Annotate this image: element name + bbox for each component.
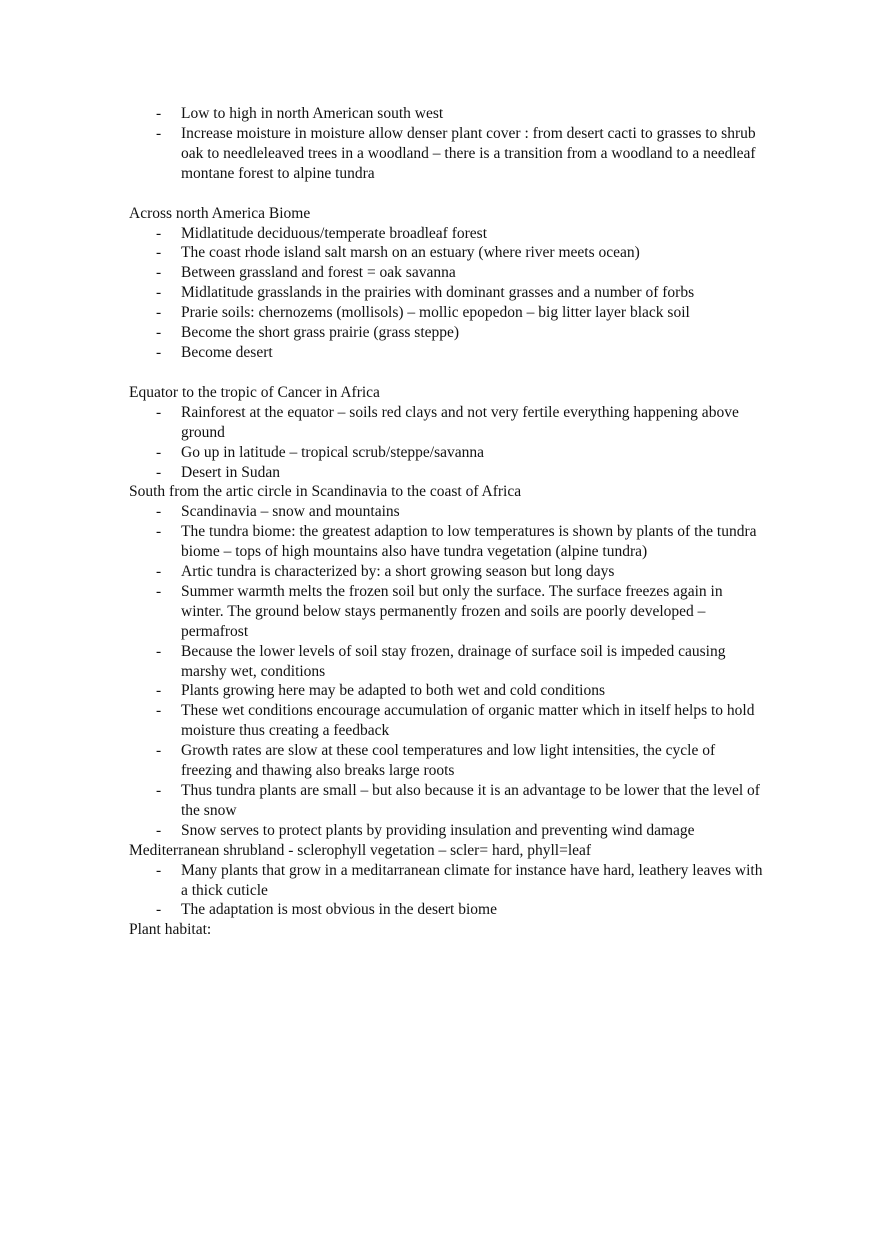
list-item-text: Prarie soils: chernozems (mollisols) – mollic epopedon – big litter layer black soil [181,304,690,322]
list-item-text: Midlatitude deciduous/temperate broadleaf forest [181,224,488,242]
bullet-dash: - [156,682,162,700]
list-item-text: Thus tundra plants are small – but also because it is an advantage to be lower that the level of the snow [181,782,760,819]
list-item [129,243,769,263]
list-item-text: Become the short grass prairie (grass steppe) [181,324,460,342]
list-item-text: Rainforest at the equator – soils red clays and not very fertile everything happening above ground [181,403,739,441]
list-item [129,642,769,682]
bullet-dash: - [156,304,162,322]
bullet-dash: - [156,523,162,541]
document-body [129,104,769,940]
list-item [129,701,769,741]
scandinavia-list [129,502,769,840]
north-america-list [129,224,769,363]
list-item-text: These wet conditions encourage accumulation of organic matter which in itself helps to hold moisture thus creating a feedback [181,702,755,740]
list-item [129,562,769,582]
section-heading-plant-habitat: Plant habitat: [129,921,212,939]
list-item-text: Go up in latitude – tropical scrub/steppe/savanna [181,443,485,461]
list-item [129,900,769,920]
list-item [129,821,769,841]
bullet-dash: - [156,343,162,361]
bullet-dash: - [156,702,162,720]
bullet-dash: - [156,563,162,581]
list-item [129,283,769,303]
bullet-dash: - [156,642,162,660]
list-item-text: Between grassland and forest = oak savanna [181,264,456,282]
list-item [129,303,769,323]
list-item-text: Summer warmth melts the frozen soil but only the surface. The surface freezes again in winter. The ground below stays permanently frozen and soils are poorly developed – permafrost [181,582,723,640]
bullet-dash: - [156,403,162,421]
list-item-text: Become desert [181,343,273,361]
bullet-dash: - [156,782,162,799]
paragraph-gap [129,363,769,383]
list-item [129,224,769,244]
bullet-dash: - [156,503,162,521]
list-item [129,781,769,821]
bullet-dash: - [156,124,162,142]
list-item-text: Growth rates are slow at these cool temperatures and low light intensities, the cycle of freezing and thawing also breaks large roots [181,742,716,780]
list-item-text: Many plants that grow in a meditarranean climate for instance have hard, leathery leaves with a thick cuticle [181,861,763,899]
list-item [129,443,769,463]
mediterranean-list [129,861,769,921]
list-item [129,343,769,363]
list-item [129,861,769,901]
bullet-dash: - [156,901,162,919]
list-item [129,582,769,642]
bullet-dash: - [156,821,162,839]
bullet-dash: - [156,582,162,600]
list-item-text: The adaptation is most obvious in the desert biome [181,901,497,919]
list-item [129,522,769,562]
bullet-dash: - [156,463,162,481]
bullet-dash: - [156,742,162,760]
bullet-dash: - [156,105,162,122]
bullet-dash: - [156,443,162,461]
intro-list [129,104,769,184]
bullet-dash: - [156,861,162,879]
list-item [129,741,769,781]
list-item-text: Desert in Sudan [181,463,281,481]
section-heading-scandinavia: South from the artic circle in Scandinavia to the coast of Africa [129,483,522,501]
section-heading-north-america: Across north America Biome [129,204,311,222]
list-item-text: The coast rhode island salt marsh on an estuary (where river meets ocean) [181,244,640,262]
bullet-dash: - [156,264,162,282]
list-item [129,124,769,184]
list-item-text: Plants growing here may be adapted to both wet and cold conditions [181,682,606,700]
list-item [129,681,769,701]
bullet-dash: - [156,284,162,302]
list-item-text: Because the lower levels of soil stay frozen, drainage of surface soil is impeded causing marshy wet, conditions [181,642,726,680]
list-item-text: Midlatitude grasslands in the prairies with dominant grasses and a number of forbs [181,284,695,302]
list-item [129,323,769,343]
list-item [129,263,769,283]
bullet-dash: - [156,244,162,262]
list-item-text: The tundra biome: the greatest adaption to low temperatures is shown by plants of the tundra biome – tops of high mountains also have tundra vegetation (alpine tundra) [181,523,757,561]
list-item [129,104,769,124]
list-item [129,502,769,522]
list-item [129,463,769,483]
section-heading-africa: Equator to the tropic of Cancer in Africa [129,383,380,401]
list-item-text: Low to high in north American south west [181,105,444,122]
bullet-dash: - [156,324,162,342]
list-item-text: Increase moisture in moisture allow denser plant cover : from desert cacti to grasses to shrub oak to needleleaved trees in a woodland – there is a transition from a woodland to a needleaf montane forest to alpine tundra [181,124,756,182]
list-item [129,403,769,443]
list-item-text: Snow serves to protect plants by providing insulation and preventing wind damage [181,821,695,839]
section-heading-mediterranean: Mediterranean shrubland - sclerophyll vegetation – scler= hard, phyll=leaf [129,841,592,859]
list-item-text: Artic tundra is characterized by: a short growing season but long days [181,563,615,581]
list-item-text: Scandinavia – snow and mountains [181,503,400,521]
bullet-dash: - [156,224,162,242]
africa-list [129,403,769,483]
paragraph-gap [129,184,769,204]
